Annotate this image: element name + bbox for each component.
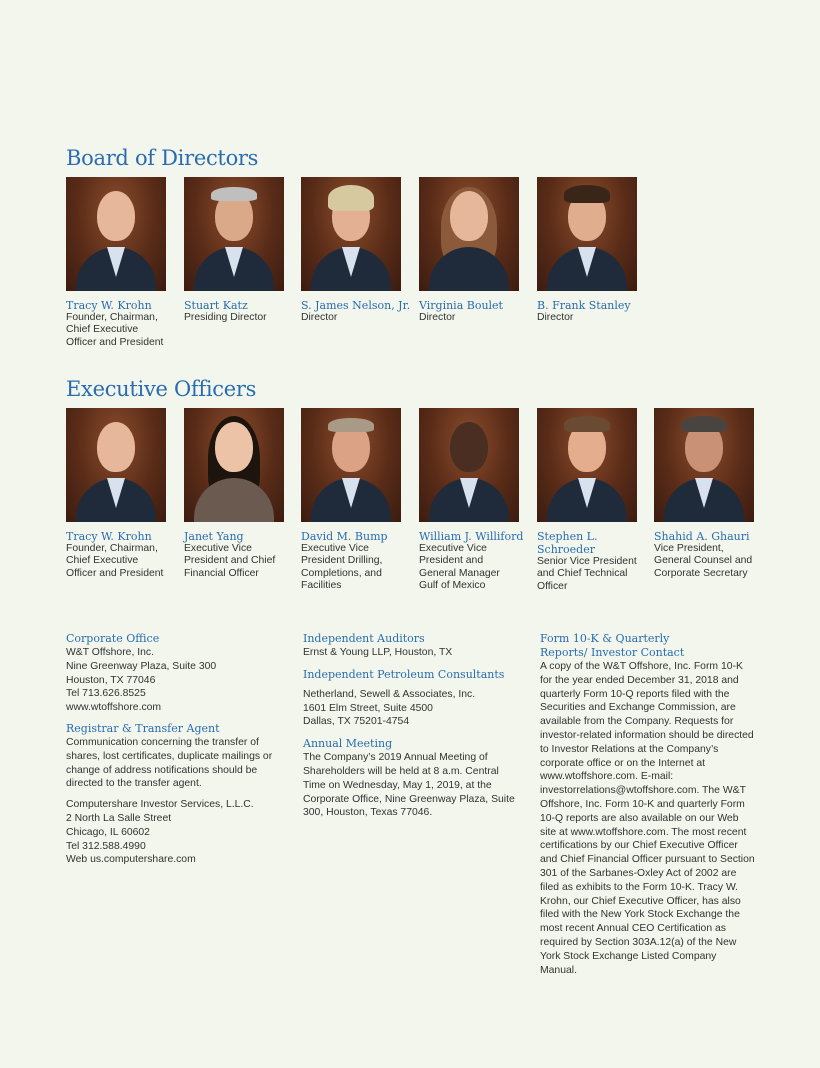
portrait-photo (537, 177, 637, 291)
member-name: William J. Williford (419, 530, 524, 543)
executive-member (537, 408, 651, 593)
member-role: Vice President, General Counsel and Corporate Secretary (654, 543, 753, 579)
member-role: Founder, Chairman, Chief Executive Officer and President (66, 312, 164, 348)
registrar-heading: Registrar & Transfer Agent (66, 721, 220, 735)
registrar-line: Tel 312.588.4990 (66, 840, 146, 852)
info-column-right (540, 632, 756, 977)
member-role: Executive Vice President Drilling, Completions, and Facilities (301, 543, 383, 592)
auditors-heading: Independent Auditors (303, 632, 425, 645)
registrar-line: 2 North La Salle Street (66, 812, 172, 824)
executive-member (66, 408, 180, 580)
portrait-photo (184, 408, 284, 522)
member-name: S. James Nelson, Jr. (301, 299, 411, 312)
member-name: Shahid A. Ghauri (654, 530, 750, 543)
member-role: Director (419, 312, 456, 323)
member-role: Executive Vice President and Chief Financial Officer (184, 543, 276, 579)
annual-meeting-heading: Annual Meeting (303, 737, 393, 751)
executive-member (654, 408, 768, 580)
member-role: Director (301, 312, 338, 323)
portrait-photo (301, 408, 401, 522)
consultants-line: 1601 Elm Street, Suite 4500 (303, 702, 433, 714)
board-member (184, 177, 298, 324)
executive-member (301, 408, 415, 593)
registrar-website[interactable]: Web us.computershare.com (66, 854, 196, 866)
member-role: Presiding Director (184, 312, 267, 323)
form10k-heading: Form 10-K & Quarterly Reports/ Investor Contact (540, 632, 685, 659)
member-role: Senior Vice President and Chief Technical Officer (537, 556, 637, 592)
info-column-left (66, 632, 278, 867)
consultants-heading: Independent Petroleum Consultants (303, 667, 505, 681)
portrait-photo (184, 177, 284, 291)
auditors-text: Ernst & Young LLP, Houston, TX (303, 647, 453, 658)
annual-meeting-text: The Company’s 2019 Annual Meeting of Shareholders will be held at 8 a.m. Central Time on Wednesday, May 1, 2019, at the Corporate Office, Nine Greenway Plaza, Suite 300, Houston, Texas 77046. (303, 752, 515, 819)
registrar-line: Computershare Investor Services, L.L.C. (66, 799, 254, 811)
board-member (66, 177, 180, 349)
form10k-text: A copy of the W&T Offshore, Inc. Form 10-K for the year ended December 31, 2018 and quarterly Form 10-Q reports filed with the Securities and Exchange Commission, are available from the Company. Requests for investor-related information should be directed to Investor Relations at the Company’s corporate office or on the Internet at www.wtoffshore.com. E-mail: investorrelations@wtoffshore.com. The W&T Offshore, Inc. Form 10-K and quarterly Form 10-Q reports are also available on our Web site at www.wtoffshore.com. The most recent certifications by our Chief Executive Officer and Chief Financial Officer pursuant to Section 301 of the Sarbanes-Oxley Act of 2002 are filed as exhibits to the Form 10-K. Tracy W. Krohn, our Chief Executive Officer, has also filed with the New York Stock Exchange the most recent Annual CEO Certification as required by Section 303A.12(a) of the New York Stock Exchange Listed Company Manual. (540, 661, 755, 976)
member-role: Executive Vice President and General Manager Gulf of Mexico (419, 543, 500, 592)
member-name: Stephen L. Schroeder (537, 530, 598, 556)
portrait-photo (301, 177, 401, 291)
member-role: Director (537, 312, 574, 323)
registrar-line: Chicago, IL 60602 (66, 826, 150, 838)
portrait-photo (537, 408, 637, 522)
executive-member (184, 408, 298, 580)
member-name: B. Frank Stanley (537, 299, 631, 312)
board-member (301, 177, 415, 324)
consultants-line: Netherland, Sewell & Associates, Inc. (303, 688, 476, 700)
portrait-photo (654, 408, 754, 522)
registrar-text: Communication concerning the transfer of shares, lost certificates, duplicate mailings or change of address notifications should be directed to the transfer agent. (66, 736, 273, 790)
portrait-photo (419, 177, 519, 291)
member-name: Stuart Katz (184, 299, 248, 312)
consultants-line: Dallas, TX 75201-4754 (303, 716, 410, 728)
corporate-office-line: Tel 713.626.8525 (66, 688, 146, 700)
executive-member (419, 408, 533, 593)
member-name: Virginia Boulet (419, 299, 503, 312)
corporate-office-heading: Corporate Office (66, 632, 160, 645)
member-name: Tracy W. Krohn (66, 530, 152, 543)
info-column-middle (303, 632, 517, 820)
portrait-photo (419, 408, 519, 522)
portrait-photo (66, 408, 166, 522)
corporate-office-line: Houston, TX 77046 (66, 674, 156, 686)
board-member (419, 177, 533, 324)
member-role: Founder, Chairman, Chief Executive Officer and President (66, 543, 164, 579)
member-name: Janet Yang (184, 530, 244, 543)
board-title: Board of Directors (66, 146, 259, 170)
corporate-office-website[interactable]: www.wtoffshore.com (66, 702, 162, 714)
portrait-photo (66, 177, 166, 291)
corporate-office-line: Nine Greenway Plaza, Suite 300 (66, 660, 217, 672)
corporate-office-line: W&T Offshore, Inc. (66, 647, 154, 658)
member-name: Tracy W. Krohn (66, 299, 152, 312)
executives-title: Executive Officers (66, 377, 257, 401)
board-member (537, 177, 651, 324)
member-name: David M. Bump (301, 530, 388, 543)
